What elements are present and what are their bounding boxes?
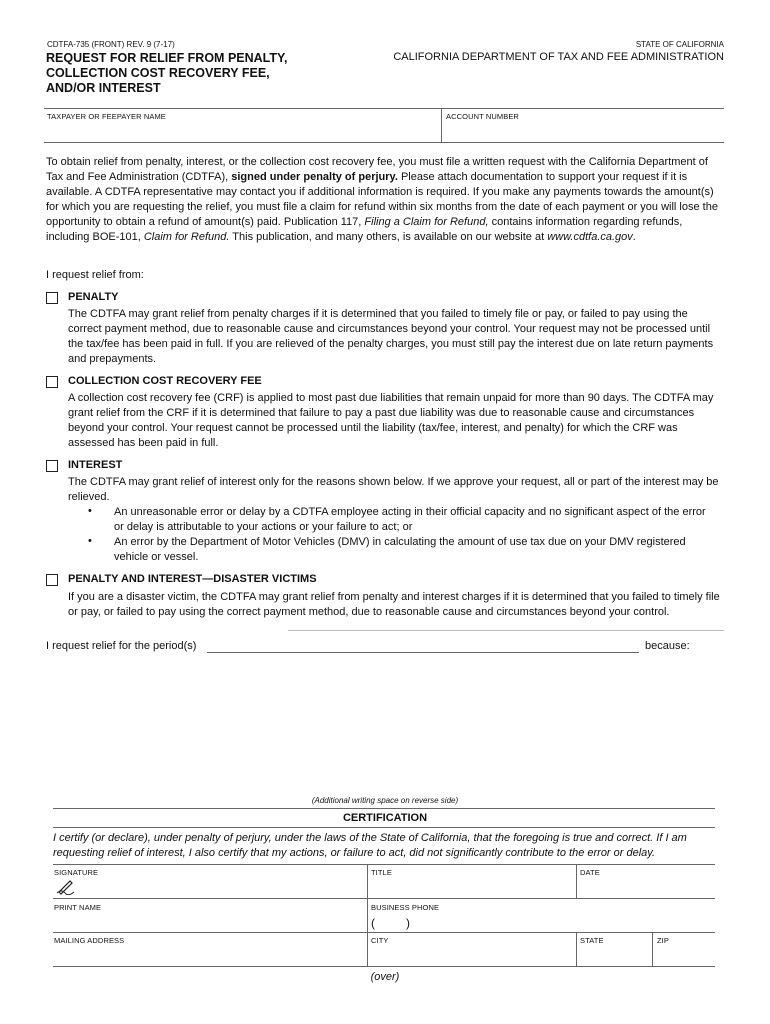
cert-row2-top	[53, 898, 715, 899]
intro-end: .	[632, 231, 636, 243]
print-name-field[interactable]	[53, 912, 365, 932]
agency-name: CALIFORNIA DEPARTMENT OF TAX AND FEE ADMINISTRATION	[393, 51, 724, 63]
cert-bottom-line	[53, 966, 715, 967]
top-fields-divider	[44, 108, 724, 109]
account-number-label: ACCOUNT NUMBER	[446, 112, 519, 121]
certification-heading: CERTIFICATION	[342, 812, 428, 824]
intro-text-3: contains information regarding refunds, including BOE-101,	[46, 216, 683, 243]
penalty-heading: PENALTY	[68, 291, 119, 303]
because-writing-area[interactable]	[46, 660, 724, 790]
business-phone-field[interactable]	[369, 912, 715, 932]
date-field[interactable]	[578, 876, 715, 898]
interest-text: The CDTFA may grant relief of interest only for the reasons shown below. If we approve your request, all or part of the interest may be relieved.	[68, 476, 719, 503]
print-name-label: PRINT NAME	[54, 903, 102, 912]
interest-bullet-2: An error by the Department of Motor Vehicles (DMV) in calculating the amount of use tax due on your DMV registered vehicle or vessel.	[114, 536, 686, 563]
cert-row1-top	[53, 864, 715, 865]
top-fields-separator	[441, 108, 442, 142]
crf-heading: COLLECTION COST RECOVERY FEE	[68, 375, 262, 387]
state-label: STATE OF CALIFORNIA	[635, 40, 724, 49]
additional-space-note: (Additional writing space on reverse side)	[311, 796, 459, 805]
disaster-checkbox[interactable]	[46, 574, 58, 586]
certification-top-line	[53, 808, 715, 809]
interest-heading: INTEREST	[68, 459, 123, 471]
disaster-heading: PENALTY AND INTEREST—DISASTER VICTIMS	[68, 573, 317, 585]
cert-col-sep	[367, 898, 368, 932]
city-field[interactable]	[369, 945, 574, 965]
bullet-icon: •	[88, 505, 92, 517]
cert-col-sep	[652, 932, 653, 966]
boe-101-title: Claim for Refund.	[143, 231, 230, 243]
website-link[interactable]: www.cdtfa.ca.gov	[547, 231, 633, 243]
top-fields-bottom-line	[44, 142, 724, 143]
penalty-checkbox[interactable]	[46, 292, 58, 304]
form-title	[46, 51, 287, 96]
cert-col-sep	[367, 932, 368, 966]
date-label: DATE	[580, 868, 600, 877]
request-relief-from: I request relief from:	[46, 269, 144, 281]
signature-label: SIGNATURE	[54, 868, 99, 877]
intro-paragraph	[46, 155, 724, 245]
intro-text-2: Please attach documentation to support your request if it is available. A CDTFA representative may contact you if additional information is required. If you make any payments towards the amount(s) for which you are requesting the relief, you must file a claim for refund within six months from the date of each payment or you will lose the opportunity to obtain a refund of amount(s) paid. Publication 117,	[46, 171, 718, 228]
form-title-line-2: COLLECTION COST RECOVERY FEE,	[46, 66, 270, 80]
intro-text-1: To obtain relief from penalty, interest, or the collection cost recovery fee, you must file a written request with the California Department of Tax and Fee Administration (CDTFA),	[46, 156, 708, 183]
state-label-field: STATE	[580, 936, 604, 945]
phone-paren-close: )	[406, 916, 410, 930]
period-top-rule	[288, 630, 724, 631]
account-number-field[interactable]	[443, 121, 723, 143]
business-phone-label: BUSINESS PHONE	[371, 903, 440, 912]
penalty-text: The CDTFA may grant relief from penalty charges if it is determined that you failed to timely file or pay, or failed to pay using the correct payment method, due to reasonable cause and circumstances beyond your control. Your request may not be processed until the tax/fee has been paid in full. If you are relieved of the penalty charges, you must still pay the interest due on late return payments and prepayments.	[68, 308, 714, 365]
bullet-icon: •	[88, 535, 92, 547]
form-title-line-1: REQUEST FOR RELIEF FROM PENALTY,	[46, 51, 288, 65]
cert-col-sep	[367, 864, 368, 898]
cert-row3-top	[53, 932, 715, 933]
state-field[interactable]	[578, 945, 650, 965]
mailing-address-label: MAILING ADDRESS	[54, 936, 125, 945]
over-note: (over)	[370, 971, 400, 983]
disaster-text: If you are a disaster victim, the CDTFA may grant relief from penalty and interest charges if it is determined that you failed to timely file or pay, or failed to pay using the correct payment method, due to reasonable cause and circumstances beyond your control.	[68, 591, 720, 618]
crf-checkbox[interactable]	[46, 376, 58, 388]
signature-field[interactable]	[80, 876, 365, 898]
interest-bullet-1: An unreasonable error or delay by a CDTFA employee acting in their official capacity and no significant aspect of the error or delay is attributable to your actions or your failure to act; or	[114, 506, 706, 533]
mailing-address-field[interactable]	[53, 945, 365, 965]
because-label: because:	[645, 640, 690, 652]
cert-col-sep	[576, 864, 577, 898]
title-label: TITLE	[371, 868, 392, 877]
form-title-line-3: AND/OR INTEREST	[46, 81, 161, 95]
taxpayer-name-field[interactable]	[44, 121, 439, 143]
certification-text: I certify (or declare), under penalty of perjury, under the laws of the State of California, that the foregoing is true and correct. If I am requesting relief of interest, I also certify that my actions, or failure to act, did not significantly contribute to the error or delay.	[53, 832, 687, 859]
phone-paren-open: (	[371, 916, 375, 930]
zip-label: ZIP	[657, 936, 669, 945]
intro-text-4: This publication, and many others, is available on our website at	[232, 231, 545, 243]
title-field[interactable]	[369, 876, 574, 898]
period-input-line	[207, 652, 639, 653]
publication-117-title: Filing a Claim for Refund,	[364, 216, 489, 228]
certification-heading-line	[53, 827, 715, 828]
signature-pen-icon	[56, 879, 76, 895]
crf-text: A collection cost recovery fee (CRF) is applied to most past due liabilities that remain unpaid for more than 90 days. The CDTFA may grant relief from the CRF if it is determined that failure to pay a past due liability was due to reasonable cause and circumstances beyond your control. Your request cannot be processed until the liability (tax/fee, interest, and penalty) for which the CRF was assessed has been paid in full.	[68, 392, 714, 449]
city-label: CITY	[371, 936, 389, 945]
cert-col-sep	[576, 932, 577, 966]
interest-checkbox[interactable]	[46, 460, 58, 472]
form-number: CDTFA-735 (FRONT) REV. 9 (7-17)	[47, 40, 175, 49]
period-label: I request relief for the period(s)	[46, 640, 197, 652]
intro-perjury-bold: signed under penalty of perjury.	[231, 171, 398, 183]
zip-field[interactable]	[654, 945, 715, 965]
period-input[interactable]	[207, 638, 639, 652]
taxpayer-name-label: TAXPAYER OR FEEPAYER NAME	[47, 112, 166, 121]
